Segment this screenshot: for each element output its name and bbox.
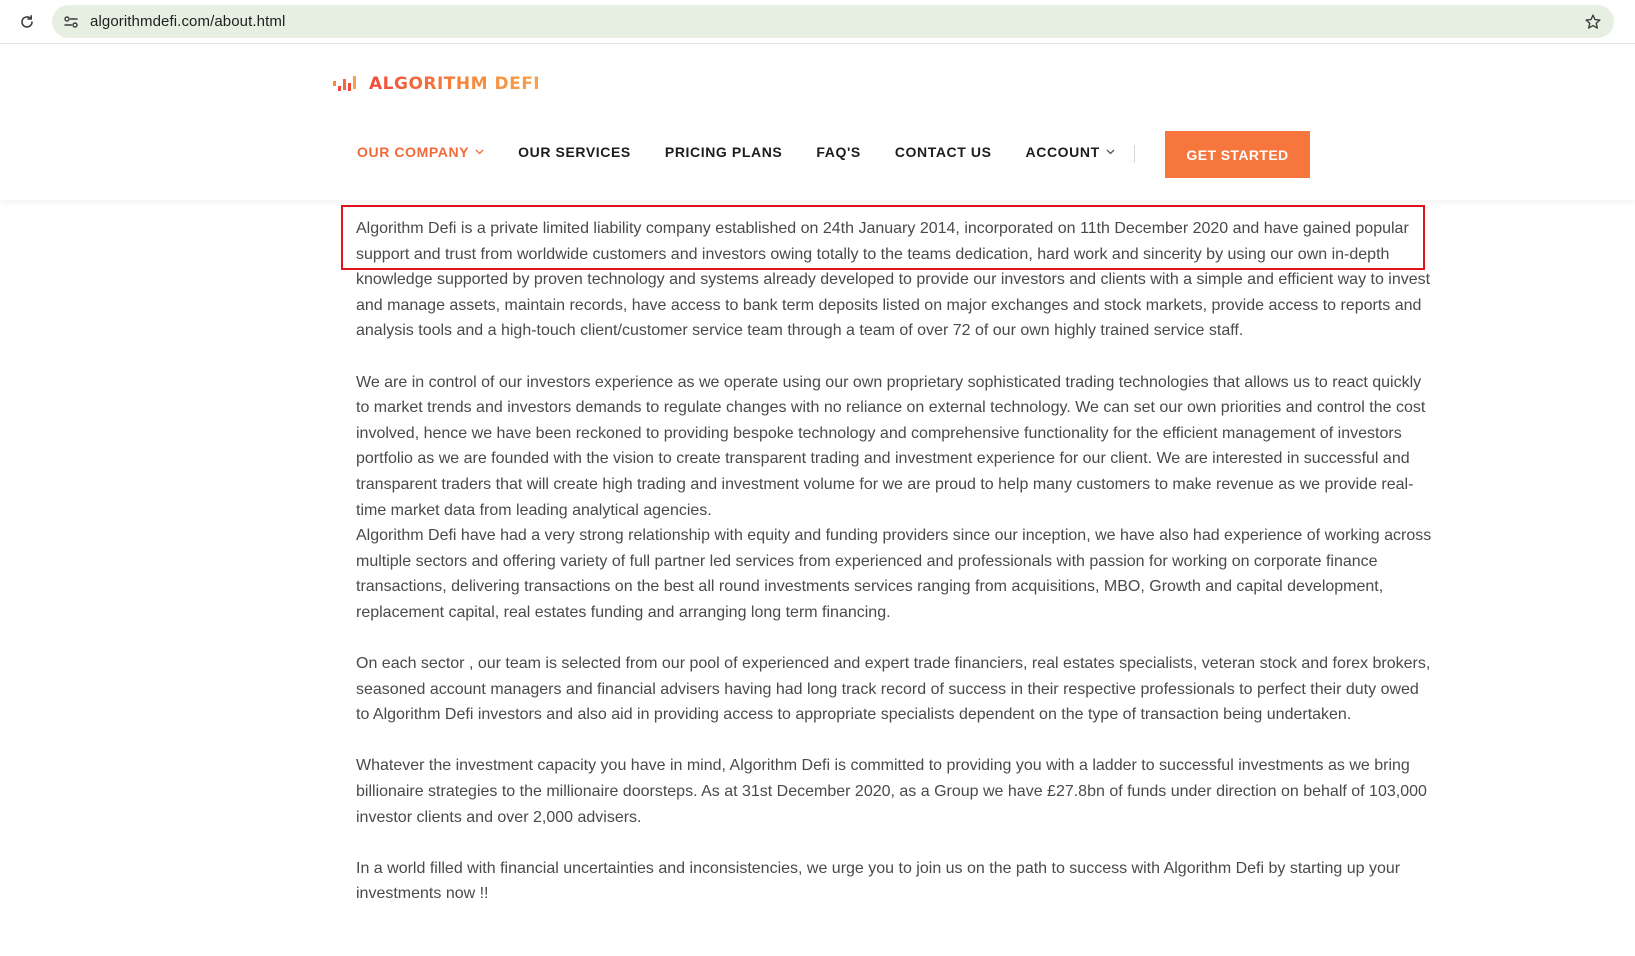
nav-our-services[interactable] xyxy=(518,144,631,160)
nav-label: PRICING PLANS xyxy=(664,144,783,160)
nav-our-company[interactable] xyxy=(357,144,484,160)
about-paragraph-3: Algorithm Defi have had a very strong relationship with equity and funding providers since our inception, we have also had experience of working across multiple sectors and offering variety of full partner led services from experienced and professionals with passion for working on corporate finance transactions, delivering transactions on the best all round investments services ranging from acquisitions, MBO, Growth and capital development, replacement capital, real estates funding and arranging long term financing. xyxy=(356,527,1432,621)
site-info-icon[interactable] xyxy=(62,13,80,31)
chevron-down-icon xyxy=(475,149,484,155)
chevron-down-icon xyxy=(1106,149,1115,155)
url-text[interactable]: algorithmdefi.com/about.html xyxy=(90,13,286,30)
about-paragraph-2: We are in control of our investors experience as we operate using our own proprietary sophisticated trading technologies that allows us to react quickly to market trends and investors demands to regulate changes with no reliance on external technology. We can set our own priorities and control the cost involved, hence we have been reckoned to providing bespoke technology and comprehensive functionality for the efficient management of investors portfolio as we are founded with the vision to create transparent trading and investment experience for our client. We are interested in successful and transparent traders that will create high trading and investment volume for we are proud to help many customers to make revenue as we provide real-time market data from leading analytical agencies. xyxy=(356,373,1426,519)
site-header xyxy=(0,44,1635,200)
nav-pricing-plans[interactable] xyxy=(665,144,782,160)
nav-faqs[interactable] xyxy=(816,144,860,160)
nav-account[interactable] xyxy=(1026,144,1115,160)
logo-bars-icon xyxy=(333,74,361,94)
main-nav xyxy=(357,144,1149,160)
nav-label: OUR SERVICES xyxy=(518,144,631,160)
browser-toolbar xyxy=(0,0,1635,44)
logo-text: ALGORITHM DEFI xyxy=(369,74,541,94)
nav-label: FAQ'S xyxy=(816,144,861,160)
about-paragraph-5: Whatever the investment capacity you have in mind, Algorithm Defi is committed to providing you with a ladder to successful investments as we bring billionaire strategies to the millionaire doorsteps. As at 31st December 2020, as a Group we have £27.8bn of funds under direction on behalf of 103,000 investor clients and over 2,000 advisers. xyxy=(356,757,1427,826)
site-logo[interactable] xyxy=(333,74,540,94)
address-bar[interactable] xyxy=(52,5,1614,38)
nav-contact-us[interactable] xyxy=(895,144,992,160)
nav-label: CONTACT US xyxy=(894,144,992,160)
about-paragraph-4: On each sector , our team is selected from our pool of experienced and expert trade financiers, real estates specialists, veteran stock and forex brokers, seasoned account managers and financial advisers having had long track record of success in their respective professionals to perfect their duty owed to Algorithm Defi investors and also aid in providing access to appropriate specialists dependent on the type of transaction being undertaken. xyxy=(356,655,1431,724)
nav-divider xyxy=(1134,145,1135,163)
nav-label: ACCOUNT xyxy=(1025,144,1100,160)
about-content xyxy=(356,216,1436,907)
get-started-button[interactable]: GET STARTED xyxy=(1165,131,1310,178)
about-paragraph-1: Algorithm Defi is a private limited liability company established on 24th January 2014, incorporated on 11th December 2020 and have gained popular support and trust from worldwide customers and investors owing totally to the teams dedication, hard work and sincerity by using our own in-depth knowledge supported by proven technology and systems already developed to provide our investors and clients with a simple and efficient way to invest and manage assets, maintain records, have access to bank term deposits listed on major exchanges and stock markets, provide access to reports and analysis tools and a high-touch client/customer service team through a team of over 72 of our own highly trained service staff. xyxy=(356,220,1431,340)
star-icon[interactable] xyxy=(1582,11,1604,33)
reload-icon[interactable] xyxy=(16,11,38,33)
about-paragraph-6: In a world filled with financial uncertainties and inconsistencies, we urge you to join us on the path to success with Algorithm Defi by starting up your investments now !! xyxy=(356,859,1401,903)
nav-label: OUR COMPANY xyxy=(357,144,470,160)
